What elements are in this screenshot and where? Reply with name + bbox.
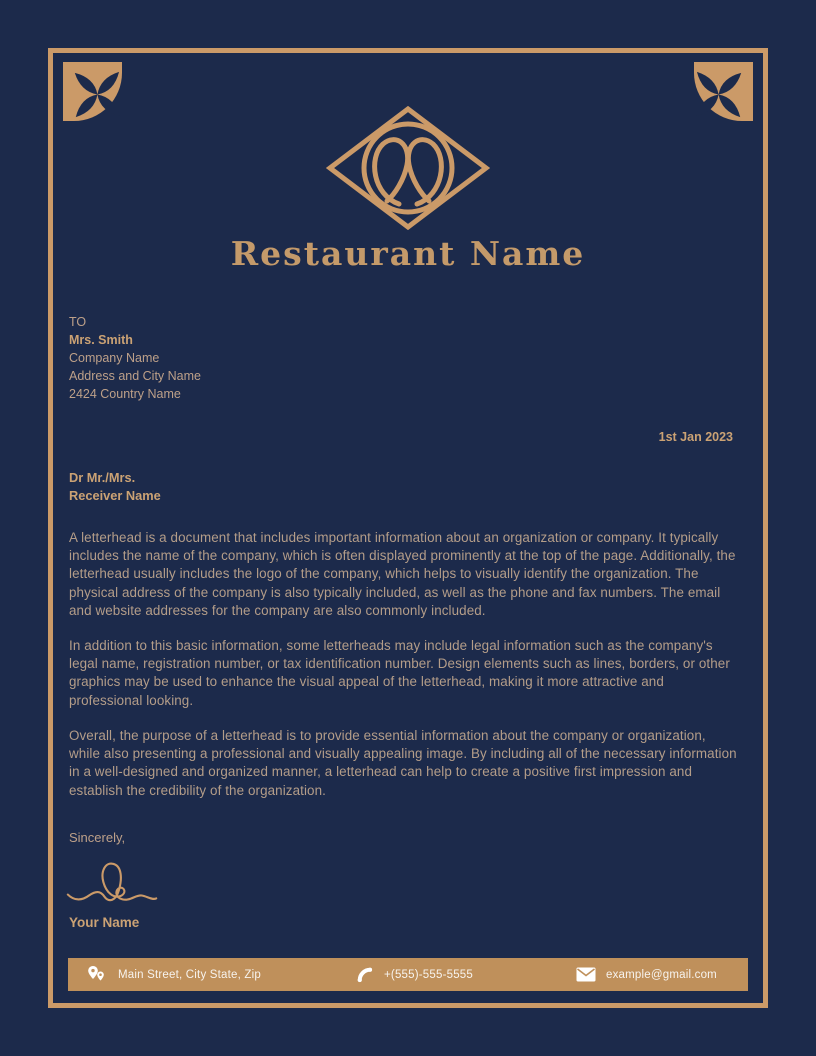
footer-phone-item xyxy=(355,958,473,991)
flower-ornament-icon xyxy=(694,62,753,121)
signer-name: Your Name xyxy=(69,915,140,930)
body-paragraph-1: A letterhead is a document that includes important information about an organization or company. It typically includes the name of the company, which is often displayed prominently at the top of the page. Additionally, the letterhead usually includes the logo of the company, which helps to visually identify the organization. The physical address of the company is also typically included, as well as the phone and fax numbers. The email and website addresses for the company are also commonly included. xyxy=(69,530,736,618)
handwritten-signature xyxy=(64,855,160,913)
closing-text: Sincerely, xyxy=(69,830,126,845)
envelope-icon xyxy=(576,967,596,982)
phone-handset-icon xyxy=(355,965,374,984)
recipient-company: Company Name xyxy=(69,351,160,366)
map-pin-icon xyxy=(86,965,108,985)
recipient-to-label: TO xyxy=(69,315,87,329)
diamond-pretzel-logo-icon xyxy=(326,106,490,230)
recipient-country: 2424 Country Name xyxy=(69,387,181,402)
letter-date: 1st Jan 2023 xyxy=(658,430,733,444)
footer-phone-text: +(555)-555-5555 xyxy=(384,968,473,981)
recipient-name: Mrs. Smith xyxy=(69,333,133,348)
salutation-block xyxy=(69,469,161,505)
footer-address-text: Main Street, City State, Zip xyxy=(118,968,262,981)
footer-email-item xyxy=(576,958,717,991)
footer-contact-bar xyxy=(68,958,748,991)
restaurant-name-title: Restaurant Name xyxy=(230,234,586,273)
body-paragraph-2: In addition to this basic information, some letterheads may include legal information such as the company's legal name, registration number, or tax identification number. Design elements such as lines, borders, or other graphics may be used to enhance the visual appeal of the letterhead, making it more attractive and professional looking. xyxy=(69,638,730,708)
recipient-block xyxy=(69,313,201,403)
footer-address-item xyxy=(86,958,261,991)
salutation-line2: Receiver Name xyxy=(69,488,161,504)
flower-ornament-icon xyxy=(63,62,122,121)
footer-email-text: example@gmail.com xyxy=(606,968,717,981)
body-paragraph-3: Overall, the purpose of a letterhead is to provide essential information about the company or organization, while also presenting a professional and visually appealing image. By including all of the necessary information in a well-designed and organized manner, a letterhead can help to create a positive first impression and establish the credibility of the organization. xyxy=(69,728,737,798)
recipient-address: Address and City Name xyxy=(69,369,202,384)
salutation-line1: Dr Mr./Mrs. xyxy=(69,470,136,485)
